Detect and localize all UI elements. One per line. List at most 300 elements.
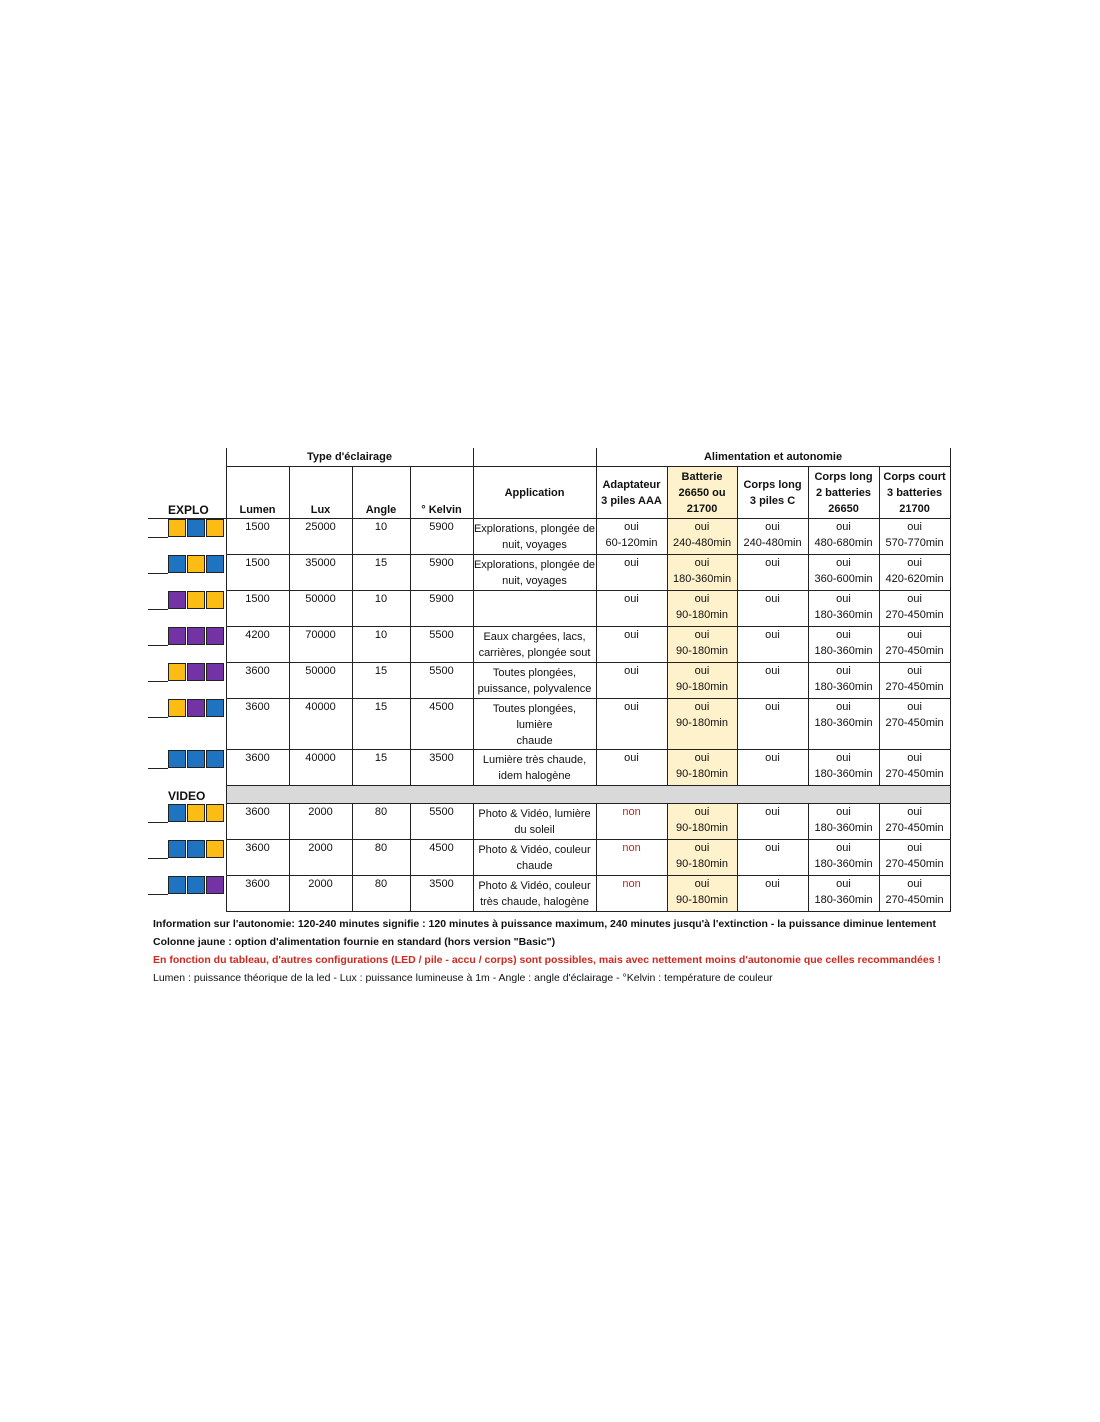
- power-duration: 90-180min: [676, 717, 728, 729]
- table-row: [148, 663, 950, 699]
- led-swatch: [148, 699, 226, 718]
- power-availability: oui: [694, 629, 710, 641]
- cell-lux: 40000: [289, 699, 352, 750]
- swatch-baseline: [148, 858, 168, 859]
- application-line: Photo & Vidéo, couleur: [478, 880, 591, 892]
- cell-power-3: [808, 555, 879, 591]
- power-availability: non: [622, 878, 641, 890]
- cell-power-3: [808, 591, 879, 627]
- power-availability: oui: [836, 629, 851, 641]
- power-availability: oui: [765, 521, 780, 533]
- power-duration: 240-480min: [743, 537, 802, 549]
- header-power-line: Adaptateur: [602, 478, 661, 491]
- led-swatch: [148, 663, 226, 682]
- led-yellow-icon: [187, 591, 205, 609]
- power-availability: oui: [624, 752, 639, 764]
- header-lux: Lux: [289, 467, 352, 519]
- table-row: [148, 699, 950, 750]
- led-config: [148, 876, 226, 912]
- power-availability: oui: [765, 629, 780, 641]
- led-yellow-icon: [187, 804, 205, 822]
- cell-lux: 50000: [289, 663, 352, 699]
- application-line: du soleil: [514, 824, 555, 836]
- cell-angle: 80: [352, 840, 410, 876]
- power-availability: oui: [836, 593, 851, 605]
- power-availability: oui: [765, 752, 780, 764]
- header-power-line: Corps court: [883, 470, 946, 483]
- cell-power-4: [879, 663, 950, 699]
- led-blue-icon: [168, 876, 186, 894]
- power-duration: 480-680min: [814, 537, 873, 549]
- header-power-0: [596, 467, 667, 519]
- led-config: [148, 627, 226, 663]
- cell-power-0: [596, 804, 667, 840]
- power-availability: oui: [694, 701, 710, 713]
- power-availability: oui: [694, 752, 710, 764]
- power-availability: oui: [765, 665, 780, 677]
- led-blue-icon: [206, 555, 224, 573]
- header-application: Application: [473, 467, 596, 519]
- cell-lux: 50000: [289, 591, 352, 627]
- power-availability: oui: [765, 806, 780, 818]
- cell-lumen: 1500: [226, 519, 289, 555]
- header-type-eclairage: Type d'éclairage: [226, 448, 473, 467]
- power-duration: 90-180min: [676, 858, 728, 870]
- led-purple-icon: [206, 627, 224, 645]
- table-row: [148, 627, 950, 663]
- section-title-explo: EXPLO: [148, 467, 226, 519]
- application-line: Explorations, plongée de: [473, 559, 596, 571]
- header-power-line: 3 piles AAA: [601, 494, 662, 507]
- led-purple-icon: [168, 627, 186, 645]
- power-availability: oui: [694, 521, 710, 533]
- section-separator: [226, 786, 950, 804]
- cell-lux: 2000: [289, 804, 352, 840]
- power-duration: 90-180min: [676, 609, 728, 621]
- header-power-4: [879, 467, 950, 519]
- swatch-baseline: [148, 894, 168, 895]
- header-power-line: Corps long: [814, 470, 873, 483]
- header-angle: Angle: [352, 467, 410, 519]
- cell-power-0: [596, 750, 667, 786]
- cell-kelvin: 3500: [410, 750, 473, 786]
- cell-kelvin: 3500: [410, 876, 473, 912]
- cell-lux: 2000: [289, 876, 352, 912]
- cell-power-2: [737, 627, 808, 663]
- swatch-baseline: [148, 573, 168, 574]
- header-power-line: 26650: [828, 502, 859, 515]
- cell-power-1: [667, 519, 737, 555]
- cell-power-0: [596, 699, 667, 750]
- cell-lux: 70000: [289, 627, 352, 663]
- application-line: Lumière très chaude,: [482, 754, 587, 766]
- application-line: Explorations, plongée de: [473, 523, 596, 535]
- header-power-line: 3 piles C: [749, 494, 796, 507]
- power-availability: oui: [907, 521, 922, 533]
- led-swatch: [148, 627, 226, 646]
- cell-power-3: [808, 519, 879, 555]
- cell-lumen: 3600: [226, 876, 289, 912]
- power-availability: oui: [836, 521, 851, 533]
- led-swatch: [148, 750, 226, 769]
- power-availability: non: [622, 842, 641, 854]
- power-duration: 90-180min: [676, 822, 728, 834]
- cell-power-3: [808, 750, 879, 786]
- header-power-line: 26650 ou: [678, 486, 726, 499]
- cell-angle: 15: [352, 663, 410, 699]
- power-duration: 270-450min: [885, 894, 944, 906]
- led-swatch: [148, 591, 226, 610]
- application-line: Eaux chargées, lacs,: [483, 631, 586, 643]
- cell-lumen: 1500: [226, 555, 289, 591]
- power-availability: oui: [907, 629, 922, 641]
- power-duration: 270-450min: [885, 645, 944, 657]
- power-availability: oui: [836, 842, 851, 854]
- power-availability: oui: [694, 878, 710, 890]
- power-availability: oui: [836, 878, 851, 890]
- cell-kelvin: 4500: [410, 840, 473, 876]
- header-power-1: [667, 467, 737, 519]
- cell-application: [473, 840, 596, 876]
- table-row: [148, 804, 950, 840]
- power-duration: 180-360min: [672, 573, 732, 585]
- cell-power-4: [879, 840, 950, 876]
- cell-power-0: [596, 591, 667, 627]
- cell-power-2: [737, 750, 808, 786]
- application-line: Toutes plongées,: [492, 667, 577, 679]
- led-yellow-icon: [168, 519, 186, 537]
- power-availability: oui: [765, 842, 780, 854]
- table-row: [148, 591, 950, 627]
- power-duration: 240-480min: [672, 537, 732, 549]
- cell-power-2: [737, 519, 808, 555]
- cell-power-3: [808, 699, 879, 750]
- led-config: [148, 555, 226, 591]
- power-availability: oui: [694, 806, 710, 818]
- table-row: [148, 876, 950, 912]
- cell-lux: 2000: [289, 840, 352, 876]
- led-blue-icon: [187, 876, 205, 894]
- cell-angle: 80: [352, 804, 410, 840]
- application-line: nuit, voyages: [502, 575, 567, 587]
- cell-application: [473, 591, 596, 627]
- led-blue-icon: [206, 750, 224, 768]
- power-availability: non: [622, 806, 641, 818]
- led-swatch: [148, 840, 226, 859]
- power-availability: oui: [694, 593, 710, 605]
- led-purple-icon: [187, 663, 205, 681]
- led-yellow-icon: [206, 519, 224, 537]
- led-config: [148, 750, 226, 786]
- cell-kelvin: 5900: [410, 591, 473, 627]
- cell-angle: 15: [352, 555, 410, 591]
- cell-power-1: [667, 555, 737, 591]
- table-row: [148, 519, 950, 555]
- cell-power-4: [879, 699, 950, 750]
- power-duration: 270-450min: [885, 858, 944, 870]
- cell-power-1: [667, 840, 737, 876]
- cell-application: [473, 627, 596, 663]
- header-power-line: 21700: [899, 502, 930, 515]
- application-line: nuit, voyages: [502, 539, 567, 551]
- cell-power-4: [879, 591, 950, 627]
- table-row: [148, 840, 950, 876]
- led-yellow-icon: [187, 555, 205, 573]
- led-blue-icon: [187, 519, 205, 537]
- power-duration: 180-360min: [814, 822, 873, 834]
- cell-power-0: [596, 876, 667, 912]
- header-power-line: 21700: [686, 502, 718, 515]
- header-power-line: 3 batteries: [887, 486, 943, 499]
- swatch-baseline: [148, 537, 168, 538]
- swatch-baseline: [148, 609, 168, 610]
- cell-lumen: 3600: [226, 804, 289, 840]
- cell-power-4: [879, 627, 950, 663]
- application-line: Photo & Vidéo, couleur: [478, 844, 591, 856]
- cell-power-2: [737, 876, 808, 912]
- cell-power-3: [808, 840, 879, 876]
- power-duration: 90-180min: [676, 768, 728, 780]
- table-row: [148, 555, 950, 591]
- led-yellow-icon: [206, 840, 224, 858]
- power-duration: 90-180min: [676, 645, 728, 657]
- notes: [148, 915, 952, 987]
- power-availability: oui: [836, 806, 851, 818]
- table-row: [148, 750, 950, 786]
- application-line: chaude: [516, 860, 553, 872]
- power-availability: oui: [907, 752, 922, 764]
- led-purple-icon: [206, 876, 224, 894]
- cell-power-2: [737, 591, 808, 627]
- cell-angle: 10: [352, 519, 410, 555]
- led-swatch: [148, 804, 226, 823]
- cell-power-1: [667, 699, 737, 750]
- cell-power-2: [737, 840, 808, 876]
- note-legend: Lumen : puissance théorique de la led - Lux : puissance lumineuse à 1m - Angle : angle d'éclairage - °Kelvin : température de couleur: [153, 972, 773, 984]
- led-blue-icon: [168, 555, 186, 573]
- cell-power-0: [596, 627, 667, 663]
- power-availability: oui: [624, 557, 639, 569]
- header-power-line: Corps long: [743, 478, 802, 491]
- power-availability: oui: [836, 665, 851, 677]
- cell-lumen: 4200: [226, 627, 289, 663]
- cell-power-3: [808, 627, 879, 663]
- power-duration: 90-180min: [676, 681, 728, 693]
- power-duration: 180-360min: [814, 717, 873, 729]
- spec-table-body: [148, 448, 950, 912]
- power-availability: oui: [624, 521, 639, 533]
- power-availability: oui: [907, 701, 922, 713]
- header-power-line: Batterie: [681, 470, 723, 483]
- swatch-baseline: [148, 645, 168, 646]
- power-duration: 270-450min: [885, 768, 944, 780]
- cell-application: [473, 519, 596, 555]
- cell-angle: 10: [352, 627, 410, 663]
- header-lumen: Lumen: [226, 467, 289, 519]
- cell-power-0: [596, 555, 667, 591]
- led-config: [148, 699, 226, 750]
- power-availability: oui: [907, 842, 922, 854]
- cell-application: [473, 663, 596, 699]
- led-config: [148, 591, 226, 627]
- cell-power-3: [808, 663, 879, 699]
- led-config: [148, 840, 226, 876]
- cell-lumen: 3600: [226, 840, 289, 876]
- power-duration: 270-450min: [885, 822, 944, 834]
- cell-lux: 40000: [289, 750, 352, 786]
- power-availability: oui: [765, 593, 780, 605]
- cell-power-4: [879, 555, 950, 591]
- cell-angle: 10: [352, 591, 410, 627]
- power-availability: oui: [765, 701, 780, 713]
- cell-lux: 25000: [289, 519, 352, 555]
- application-line: puissance, polyvalence: [477, 683, 592, 695]
- power-duration: 270-450min: [885, 681, 944, 693]
- power-duration: 180-360min: [814, 858, 873, 870]
- header-power-line: 2 batteries: [816, 486, 872, 499]
- power-availability: oui: [765, 878, 780, 890]
- application-line: chaude: [516, 735, 553, 747]
- cell-power-1: [667, 750, 737, 786]
- note-warning: En fonction du tableau, d'autres configurations (LED / pile - accu / corps) sont possibles, mais avec nettement moins d'autonomie que celles recommandées !: [153, 954, 941, 966]
- cell-lumen: 1500: [226, 591, 289, 627]
- led-yellow-icon: [168, 699, 186, 717]
- cell-lumen: 3600: [226, 699, 289, 750]
- cell-power-4: [879, 804, 950, 840]
- cell-power-2: [737, 663, 808, 699]
- power-duration: 180-360min: [814, 609, 873, 621]
- section-title-video: VIDEO: [168, 788, 206, 803]
- led-blue-icon: [168, 750, 186, 768]
- led-blue-icon: [187, 750, 205, 768]
- cell-application: [473, 750, 596, 786]
- power-duration: 90-180min: [676, 894, 728, 906]
- power-availability: oui: [624, 701, 639, 713]
- led-blue-icon: [187, 840, 205, 858]
- power-availability: oui: [907, 557, 922, 569]
- cell-power-1: [667, 663, 737, 699]
- swatch-baseline: [148, 681, 168, 682]
- power-availability: oui: [907, 665, 922, 677]
- spec-table: [148, 448, 951, 912]
- cell-kelvin: 4500: [410, 699, 473, 750]
- cell-power-4: [879, 876, 950, 912]
- note-colonne-jaune: Colonne jaune : option d'alimentation fournie en standard (hors version "Basic"): [153, 936, 556, 948]
- cell-power-4: [879, 750, 950, 786]
- led-purple-icon: [187, 627, 205, 645]
- cell-kelvin: 5500: [410, 804, 473, 840]
- power-availability: oui: [624, 593, 639, 605]
- header-alimentation: Alimentation et autonomie: [596, 448, 950, 467]
- power-availability: oui: [836, 752, 851, 764]
- power-availability: oui: [836, 557, 851, 569]
- application-line: idem halogène: [498, 770, 571, 782]
- cell-application: [473, 699, 596, 750]
- led-swatch: [148, 876, 226, 895]
- led-yellow-icon: [168, 663, 186, 681]
- application-line: Toutes plongées, lumière: [492, 703, 577, 731]
- power-availability: oui: [624, 629, 639, 641]
- power-availability: oui: [694, 557, 710, 569]
- power-duration: 420-620min: [885, 573, 944, 585]
- led-config: [148, 663, 226, 699]
- power-availability: oui: [907, 878, 922, 890]
- power-duration: 360-600min: [814, 573, 873, 585]
- led-config: [148, 804, 226, 840]
- cell-power-0: [596, 840, 667, 876]
- note-autonomie: Information sur l'autonomie: 120-240 minutes signifie : 120 minutes à puissance maximum, 240 minutes jusqu'à l'extinction - la puissance diminue lentement: [153, 918, 936, 930]
- power-availability: oui: [694, 665, 710, 677]
- cell-kelvin: 5500: [410, 627, 473, 663]
- swatch-baseline: [148, 717, 168, 718]
- cell-kelvin: 5900: [410, 519, 473, 555]
- swatch-baseline: [148, 822, 168, 823]
- cell-application: [473, 804, 596, 840]
- cell-angle: 15: [352, 750, 410, 786]
- application-line: carrières, plongée sout: [478, 647, 591, 659]
- cell-power-2: [737, 555, 808, 591]
- cell-power-1: [667, 804, 737, 840]
- cell-angle: 15: [352, 699, 410, 750]
- cell-application: [473, 555, 596, 591]
- cell-power-2: [737, 699, 808, 750]
- swatch-baseline: [148, 768, 168, 769]
- led-swatch: [148, 555, 226, 574]
- cell-lux: 35000: [289, 555, 352, 591]
- cell-power-2: [737, 804, 808, 840]
- cell-kelvin: 5900: [410, 555, 473, 591]
- application-line: très chaude, halogène: [480, 896, 589, 908]
- led-yellow-icon: [206, 591, 224, 609]
- led-swatch: [148, 519, 226, 538]
- header-power-3: [808, 467, 879, 519]
- power-availability: oui: [907, 593, 922, 605]
- header-power-2: [737, 467, 808, 519]
- led-blue-icon: [168, 840, 186, 858]
- power-duration: 180-360min: [814, 645, 873, 657]
- power-duration: 270-450min: [885, 717, 944, 729]
- power-duration: 570-770min: [885, 537, 944, 549]
- power-duration: 180-360min: [814, 768, 873, 780]
- led-config: [148, 519, 226, 555]
- led-purple-icon: [206, 663, 224, 681]
- header-kelvin: ° Kelvin: [410, 467, 473, 519]
- cell-kelvin: 5500: [410, 663, 473, 699]
- power-duration: 180-360min: [814, 681, 873, 693]
- application-line: Photo & Vidéo, lumière: [478, 808, 591, 820]
- led-blue-icon: [206, 699, 224, 717]
- led-purple-icon: [187, 699, 205, 717]
- cell-lumen: 3600: [226, 663, 289, 699]
- cell-power-3: [808, 876, 879, 912]
- power-duration: 180-360min: [814, 894, 873, 906]
- cell-power-4: [879, 519, 950, 555]
- cell-lumen: 3600: [226, 750, 289, 786]
- power-duration: 270-450min: [885, 609, 944, 621]
- cell-power-0: [596, 663, 667, 699]
- led-blue-icon: [168, 804, 186, 822]
- cell-power-1: [667, 591, 737, 627]
- cell-power-1: [667, 627, 737, 663]
- cell-power-3: [808, 804, 879, 840]
- power-availability: oui: [765, 557, 780, 569]
- power-availability: oui: [624, 665, 639, 677]
- cell-application: [473, 876, 596, 912]
- power-availability: oui: [694, 842, 710, 854]
- cell-power-0: [596, 519, 667, 555]
- cell-power-1: [667, 876, 737, 912]
- spec-sheet: [148, 448, 952, 987]
